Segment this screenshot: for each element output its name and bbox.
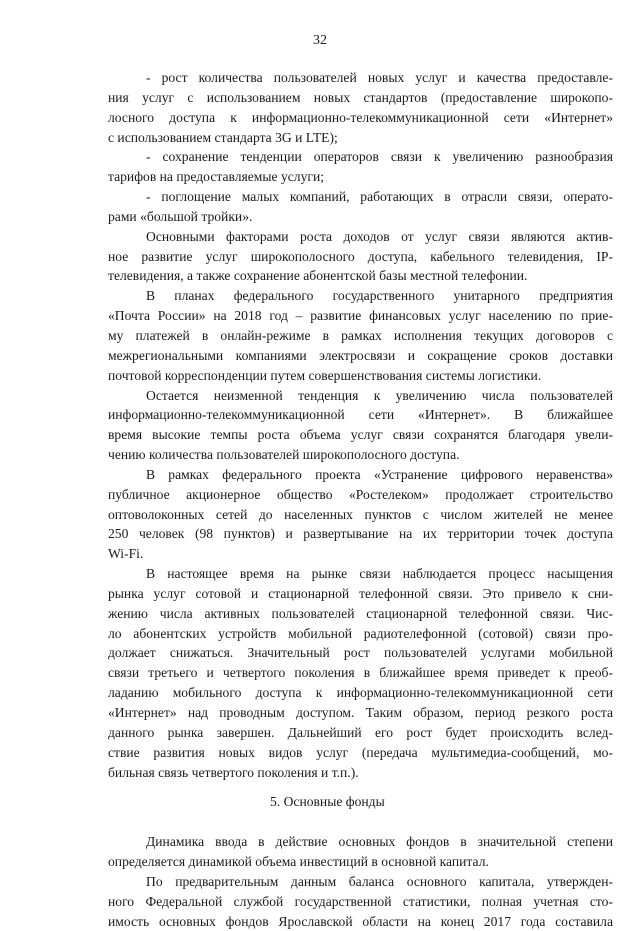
text-line: ное развитие услуг широкополосного доступа, кабельного телевидения, IP- bbox=[108, 248, 613, 264]
text-line: чению количества пользователей широкополосного доступа. bbox=[108, 447, 460, 463]
text-line: ствие развития новых видов услуг (передача мультимедиа-сообщений, мо- bbox=[108, 744, 613, 760]
text-line: Wi-Fi. bbox=[108, 546, 144, 562]
text-line: информационно-телекоммуникационной сети «Интернет». В ближайшее bbox=[108, 407, 613, 423]
section-heading: 5. Основные фонды bbox=[270, 794, 385, 810]
text-line: лосного доступа к информационно-телекоммуникационной сети «Интернет» bbox=[108, 109, 613, 125]
text-line: оптоволоконных сетей до населенных пунктов с числом жителей не менее bbox=[108, 506, 613, 522]
spacer bbox=[108, 812, 613, 832]
text-line: По предварительным данным баланса основного капитала, утвержден- bbox=[146, 873, 613, 889]
text-line: тарифов на предоставляемые услуги; bbox=[108, 169, 325, 185]
text-line: му платежей в онлайн-режиме в рамках исполнения текущих договоров с bbox=[108, 327, 613, 343]
text-line: связи третьего и четвертого поколения в ближайшее время приведет к преоб- bbox=[108, 665, 613, 681]
text-line: данного рынка завершен. Дальнейший его рост будет происходить вслед- bbox=[108, 724, 613, 740]
text-line: «Интернет» над проводным доступом. Таким образом, период резкого роста bbox=[108, 705, 613, 720]
text-line: Основными факторами роста доходов от услуг связи являются актив- bbox=[146, 228, 613, 244]
text-line: бильная связь четвертого поколения и т.п.). bbox=[108, 764, 359, 780]
text-line: публичное акционерное общество «Ростелеком» продолжает строительство bbox=[108, 486, 613, 502]
text-line: В планах федерального государственного унитарного предприятия bbox=[146, 288, 613, 304]
text-line: В настоящее время на рынке связи наблюдается процесс насыщения bbox=[146, 566, 613, 582]
text-line: 250 человек (98 пунктов) и развертывание на их территории точек доступа bbox=[108, 526, 613, 542]
text-line: определяется динамикой объема инвестиций в основной капитал. bbox=[108, 854, 489, 870]
text-line: Динамика ввода в действие основных фондов в значительной степени bbox=[146, 834, 613, 850]
text-line: В рамках федерального проекта «Устранение цифрового неравенства» bbox=[146, 466, 613, 482]
text-line: - сохранение тенденции операторов связи к увеличению разнообразия bbox=[146, 149, 613, 165]
text-line: жению числа активных пользователей стационарной телефонной связи. Чис- bbox=[108, 605, 613, 621]
spacer bbox=[108, 782, 613, 792]
text-line: рынка услуг сотовой и стационарной телефонной связи. Это привело к сни- bbox=[108, 585, 613, 601]
text-line: рами «большой тройки». bbox=[108, 208, 253, 224]
text-line: ния услуг с использованием новых стандартов (предоставление широкопо- bbox=[108, 89, 613, 105]
text-line: - поглощение малых компаний, работающих в отрасли связи, операто- bbox=[146, 189, 613, 205]
document-body bbox=[108, 68, 613, 931]
text-line: - рост количества пользователей новых услуг и качества предоставле- bbox=[146, 70, 613, 85]
page-number: 32 bbox=[313, 33, 327, 48]
text-line: ного Федеральной службой государственной статистики, полная учетная сто- bbox=[108, 893, 613, 909]
text-line: время высокие темпы роста объема услуг связи сохранятся благодаря увели- bbox=[108, 427, 613, 443]
text-line: имость основных фондов Ярославской области на конец 2017 года составила bbox=[108, 913, 613, 929]
text-line: межрегиональными компаниями электросвязи и сокращение сроков доставки bbox=[108, 347, 613, 363]
text-line: Остается неизменной тенденция к увеличению числа пользователей bbox=[146, 387, 613, 403]
text-line: почтовой корреспонденции путем совершенствования системы логистики. bbox=[108, 367, 542, 383]
text-line: ло абонентских устройств мобильной радиотелефонной (сотовой) связи про- bbox=[108, 625, 613, 641]
text-line: телевидения, а также сохранение абонентской базы местной телефонии. bbox=[108, 268, 528, 284]
text-line: с использованием стандарта 3G и LTE); bbox=[108, 129, 338, 145]
text-line: «Почта России» на 2018 год – развитие финансовых услуг населению по прие- bbox=[108, 308, 613, 324]
text-line: должает снижаться. Значительный рост пользователей услугами мобильной bbox=[108, 645, 613, 661]
text-line: ладанию мобильного доступа к информационно-телекоммуникационной сети bbox=[108, 685, 613, 701]
